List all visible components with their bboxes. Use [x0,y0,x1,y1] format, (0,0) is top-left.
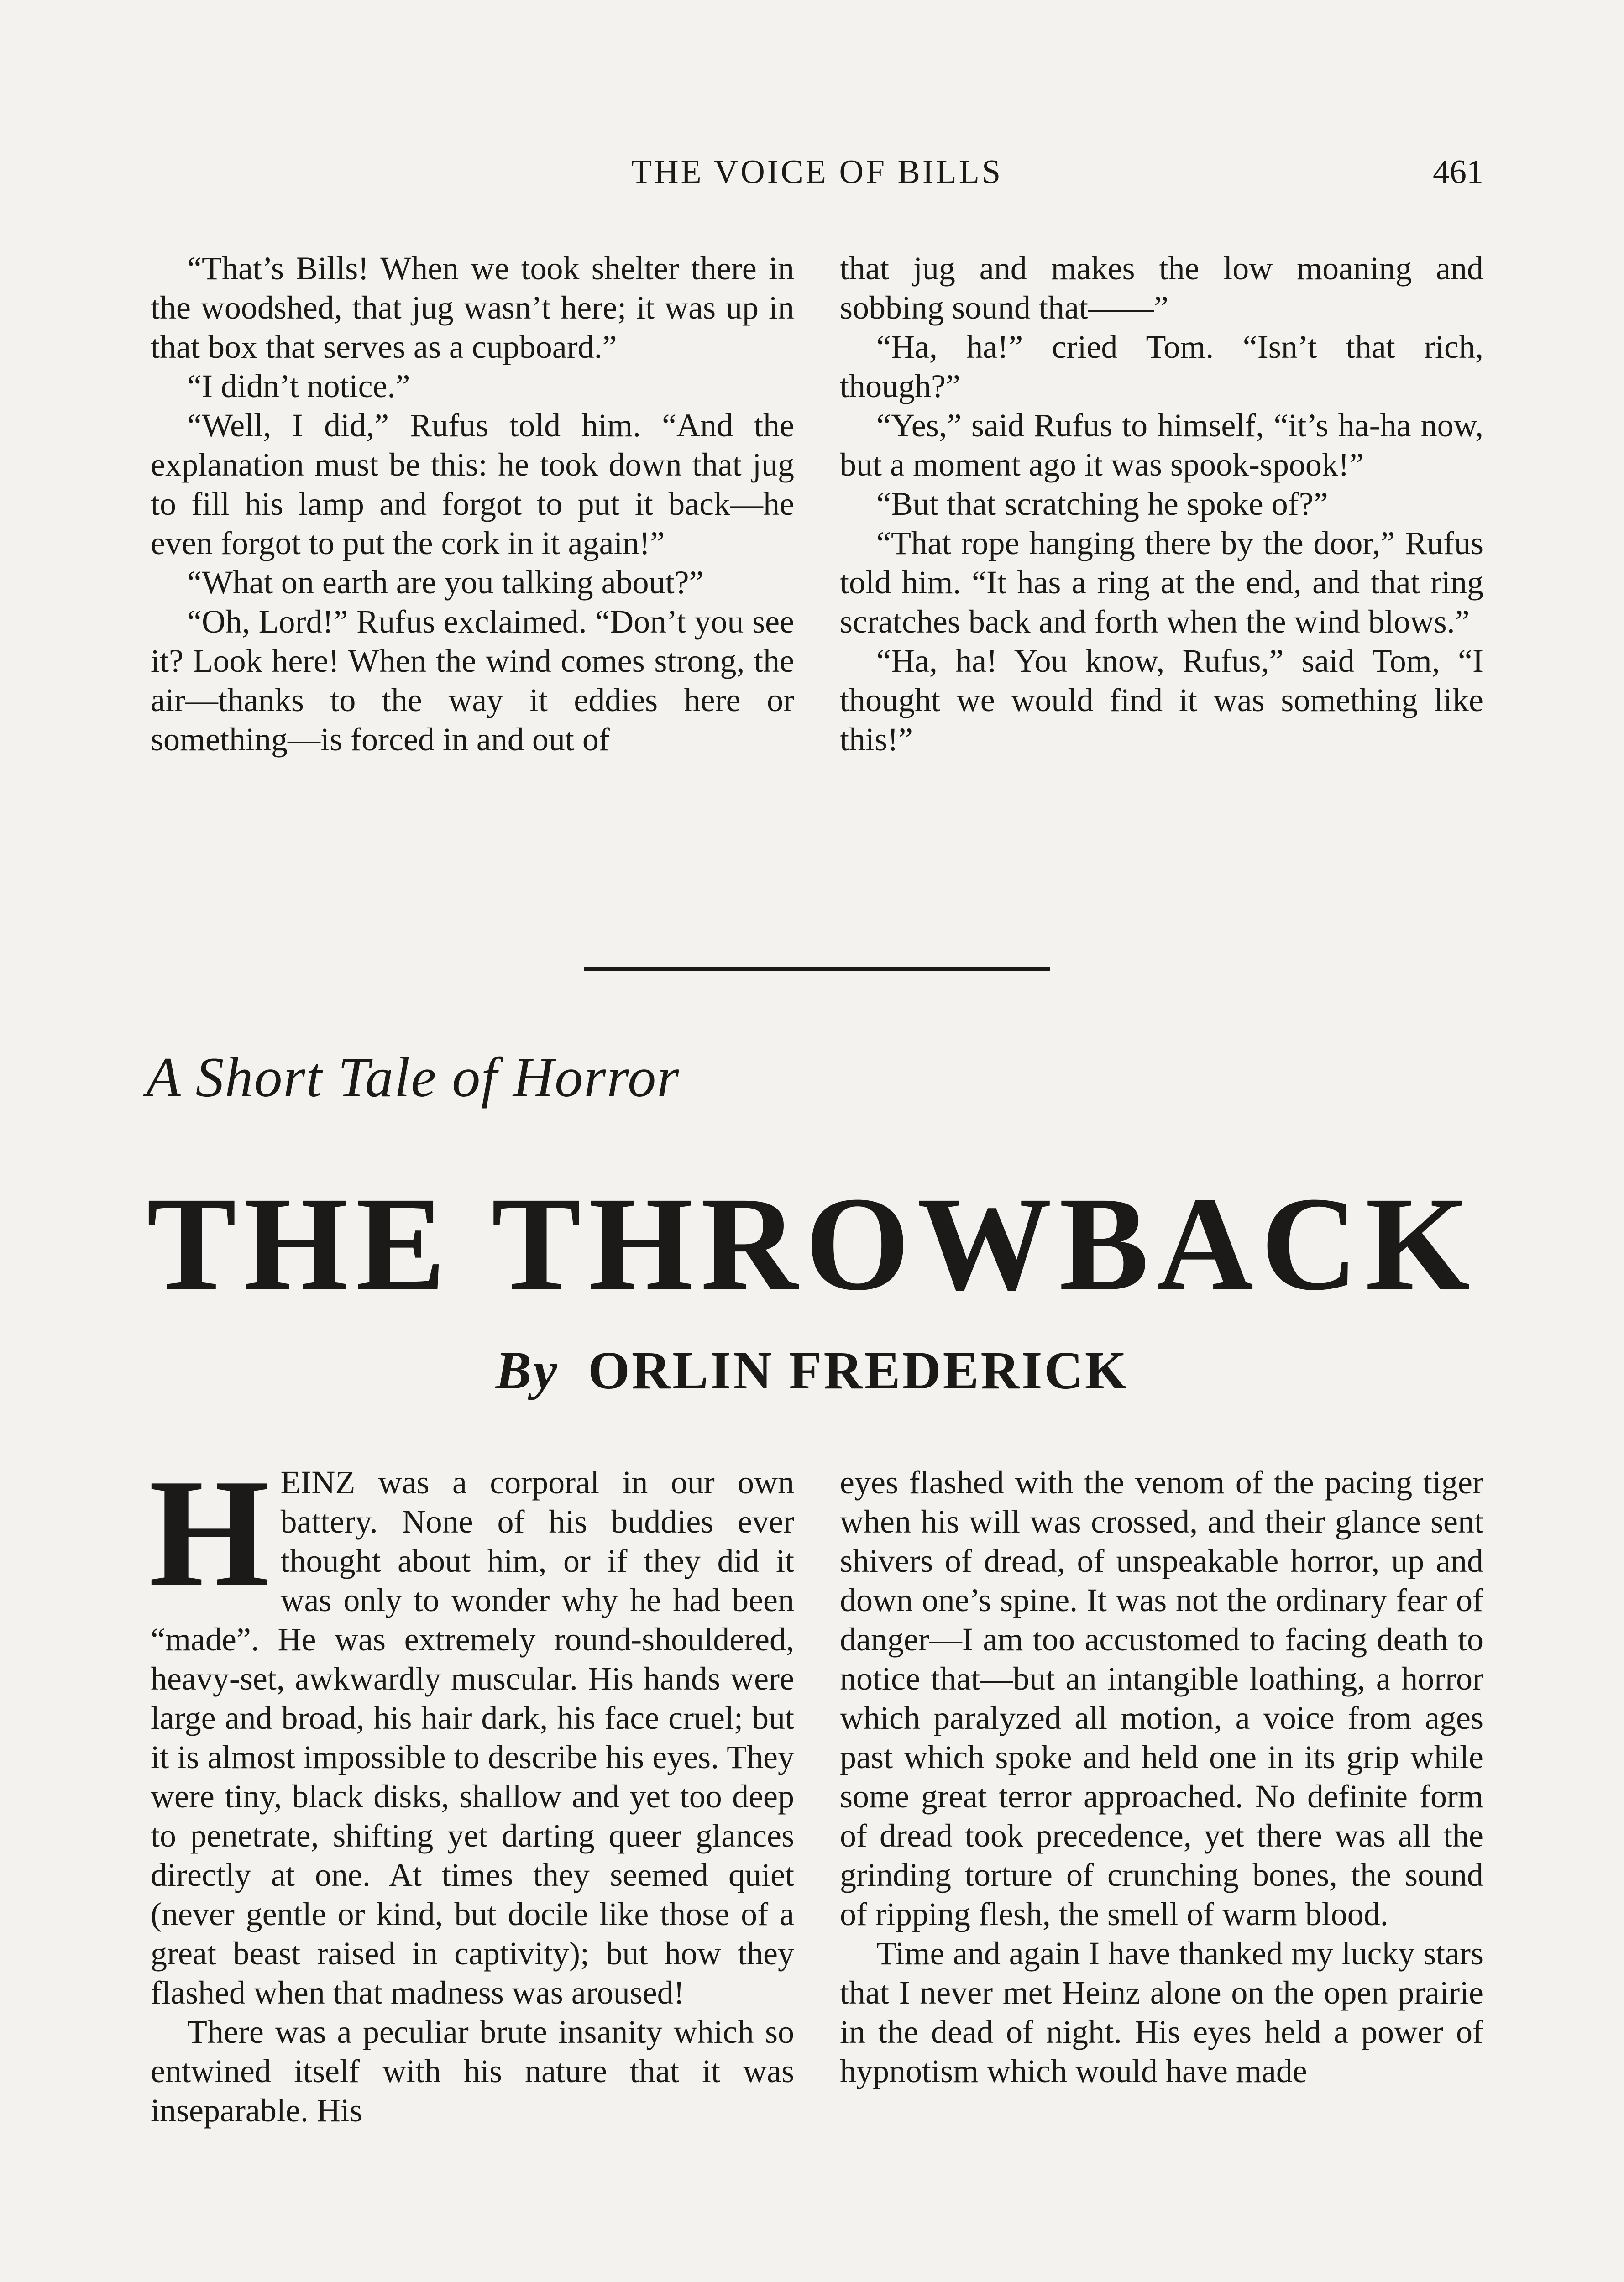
paragraph: “Oh, Lord!” Rufus exclaimed. “Don’t you see it? Look here! When the wind comes strong, the air—thanks to the way it eddies here or something—is forced in and out of [151,603,794,758]
byline-prefix: By [495,1340,559,1400]
story-left-column [149,1447,794,2130]
drop-cap: H [149,1447,270,1619]
paragraph: “But that scratching he spoke of?” [876,486,1328,522]
previous-story-left-column [151,249,794,759]
paragraph: “What on earth are you talking about?” [187,564,704,601]
story-title: THE THROWBACK [147,1169,1477,1318]
paragraph: “I didn’t notice.” [187,368,410,404]
paragraph: eyes flashed with the venom of the pacing tiger when his will was crossed, and their glance sent shivers of dread, of unspeakable horror, up and down one’s spine. It was not the ordinary fear of danger—I am too accustomed to facing death to notice that—but an intangible loathing, a horror which paralyzed all motion, a voice from ages past which spoke and held one in its grip while some great terror approached. No definite form of dread took precedence, yet there was all the grinding torture of crunching bones, the sound of ripping flesh, the smell of warm blood. [840,1464,1483,1932]
section-divider [584,967,1050,971]
paragraph: that jug and makes the low moaning and sobbing sound that——” [840,250,1483,326]
paragraph: “That rope hanging there by the door,” Rufus told him. “It has a ring at the end, and that ring scratches back and forth when the wind blows.” [840,525,1483,640]
byline [0,1340,1624,1402]
paragraph: “Yes,” said Rufus to himself, “it’s ha-ha now, but a moment ago it was spook-spook!” [840,407,1483,483]
paragraph-text: EINZ was a corporal in our own battery. None of his buddies ever thought about him, or if they did it was only to wonder why he had been “made”. He was extremely round-shouldered, heavy-set, awkwardly muscular. His hands were large and broad, his hair dark, his face cruel; but it is almost impossible to describe his eyes. They were tiny, black disks, shallow and yet too deep to penetrate, shifting yet darting queer glances directly at one. At times they seemed quiet (never gentle or kind, but docile like those of a great beast raised in captivity); but how they flashed when that madness was aroused! [151,1464,794,2011]
running-head: THE VOICE OF BILLS [631,153,1003,191]
paragraph: “That’s Bills! When we took shelter there in the woodshed, that jug wasn’t here; it was up in that box that serves as a cupboard.” [151,250,794,365]
paragraph: There was a peculiar brute insanity which so entwined itself with his nature that it was inseparable. His [151,2014,794,2129]
previous-story-right-column [840,249,1483,759]
paragraph: “Ha, ha! You know, Rufus,” said Tom, “I thought we would find it was something like this!” [840,643,1483,758]
paragraph: Time and again I have thanked my lucky stars that I never met Heinz alone on the open prairie in the dead of night. His eyes held a power of hypnotism which would have made [840,1935,1483,2089]
story-kicker: A Short Tale of Horror [146,1046,680,1109]
page-number: 461 [1433,153,1483,191]
story-right-column [840,1463,1483,2091]
page-header [151,153,1483,194]
author-name: ORLIN FREDERICK [588,1340,1129,1400]
paragraph: “Well, I did,” Rufus told him. “And the explanation must be this: he took down that jug to fill his lamp and forgot to put it back—he even forgot to put the cork in it again!” [151,407,794,561]
paragraph [149,1447,794,2012]
paragraph: “Ha, ha!” cried Tom. “Isn’t that rich, though?” [840,329,1483,404]
